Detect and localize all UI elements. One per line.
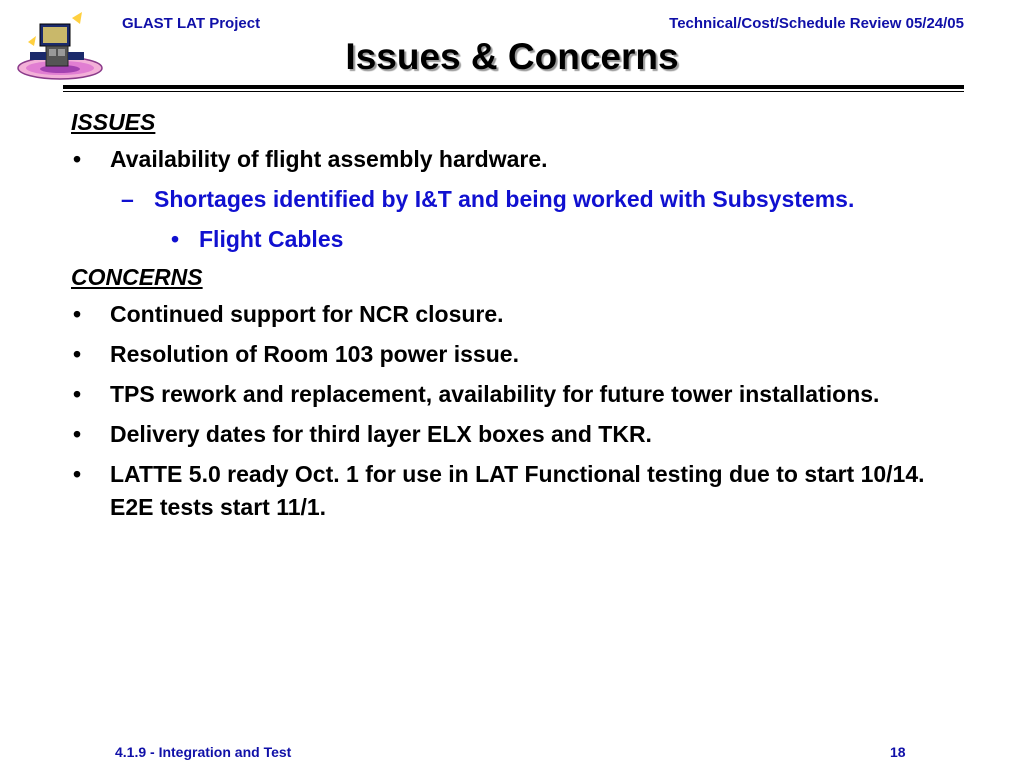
concern-item-text: TPS rework and replacement, availability for future tower installations. <box>110 381 880 407</box>
slide-body <box>71 108 971 531</box>
issue-sub-sub-item <box>71 223 971 256</box>
bullet-icon: • <box>171 226 180 252</box>
page-number: 18 <box>890 744 906 760</box>
project-name: GLAST LAT Project <box>122 15 261 32</box>
issue-sub-sub-item-text: Flight Cables <box>199 226 344 252</box>
bullet-icon: • <box>73 301 82 327</box>
review-label: Technical/Cost/Schedule Review 05/24/05 <box>669 15 964 32</box>
concern-item <box>71 418 971 451</box>
title-divider-thick <box>63 85 964 89</box>
bullet-icon: • <box>73 341 82 367</box>
dash-icon: – <box>121 186 134 212</box>
page-title: Issues & Concerns <box>345 36 679 77</box>
concerns-heading: CONCERNS <box>71 264 203 290</box>
issue-sub-item-text: Shortages identified by I&T and being worked with Subsystems. <box>154 186 855 212</box>
issues-heading: ISSUES <box>71 109 156 135</box>
issue-item <box>71 143 971 176</box>
concern-item <box>71 378 971 411</box>
concern-item-text: Resolution of Room 103 power issue. <box>110 341 519 367</box>
issue-item-text: Availability of flight assembly hardware. <box>110 146 548 172</box>
concern-item-text: Delivery dates for third layer ELX boxes and TKR. <box>110 421 652 447</box>
title-divider-thin <box>63 91 964 92</box>
bullet-icon: • <box>73 146 82 172</box>
bullet-icon: • <box>73 461 82 487</box>
concern-item <box>71 298 971 331</box>
concern-item <box>71 458 971 524</box>
concern-item-text: LATTE 5.0 ready Oct. 1 for use in LAT Functional testing due to start 10/14. E2E tests start 11/1. <box>110 461 925 520</box>
bullet-icon: • <box>73 381 82 407</box>
issue-sub-item <box>71 183 971 216</box>
bullet-icon: • <box>73 421 82 447</box>
concern-item <box>71 338 971 371</box>
concern-item-text: Continued support for NCR closure. <box>110 301 504 327</box>
footer-section: 4.1.9 - Integration and Test <box>115 744 292 760</box>
